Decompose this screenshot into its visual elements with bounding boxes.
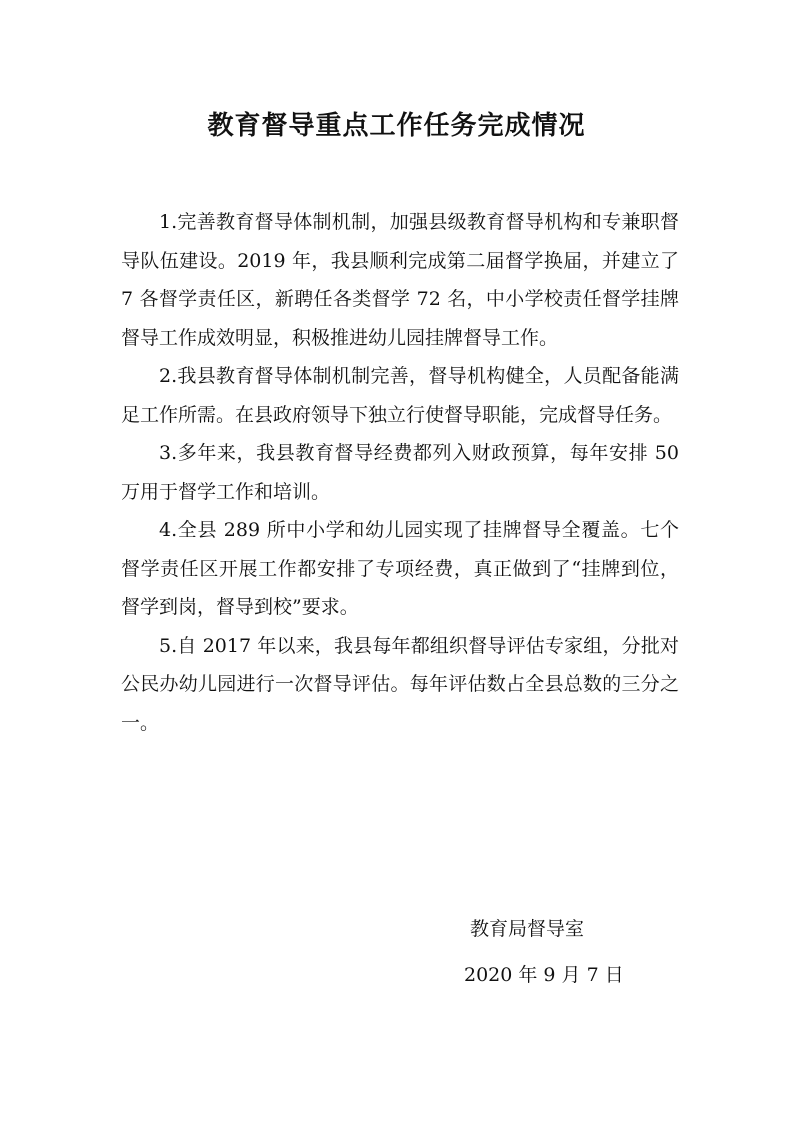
signature-date: 2020 年 9 月 7 日 — [464, 964, 624, 986]
paragraph-5: 5.自 2017 年以来，我县每年都组织督导评估专家组，分批对公民办幼儿园进行一次督导评估。每年评估数占全县总数的三分之一。 — [121, 634, 679, 734]
document-title: 教育督导重点工作任务完成情况 — [207, 111, 586, 141]
paragraph-2: 2.我县教育督导体制机制完善，督导机构健全，人员配备能满足工作所需。在县政府领导下独立行使督导职能，完成督导任务。 — [121, 365, 679, 426]
paragraph-3: 3.多年来，我县教育督导经费都列入财政预算，每年安排 50 万用于督学工作和培训。 — [121, 442, 679, 503]
document-body — [121, 203, 679, 742]
signature-organization: 教育局督导室 — [470, 918, 585, 940]
paragraph-4: 4.全县 289 所中小学和幼儿园实现了挂牌督导全覆盖。七个督学责任区开展工作都安排了专项经费，真正做到了“挂牌到位，督学到岗，督导到校”要求。 — [121, 519, 679, 618]
paragraph-1: 1.完善教育督导体制机制，加强县级教育督导机构和专兼职督导队伍建设。2019 年，我县顺利完成第二届督学换届，并建立了 7 各督学责任区，新聘任各类督学 72 名，中小学校责任督学挂牌督导工作成效明显，积极推进幼儿园挂牌督导工作。 — [121, 211, 679, 349]
